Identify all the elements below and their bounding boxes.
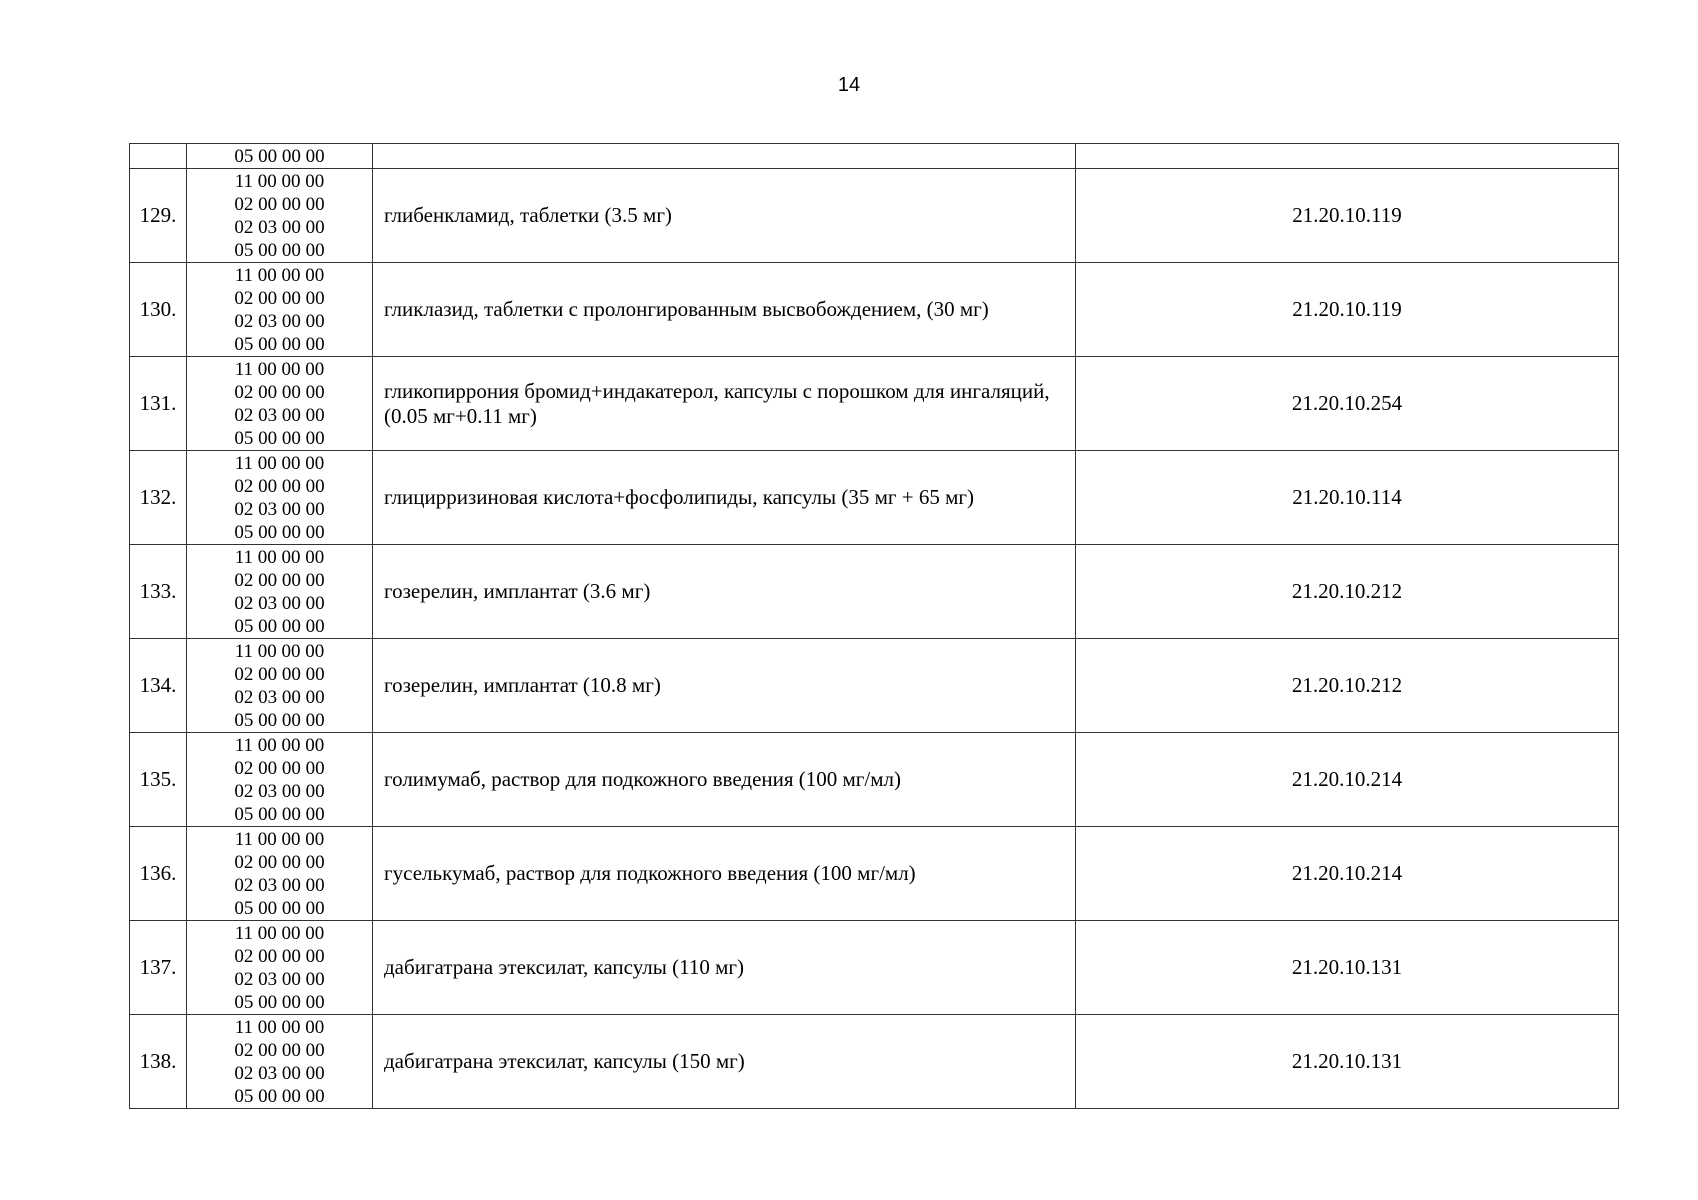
drug-name-cell: дабигатрана этексилат, капсулы (110 мг) (373, 921, 1076, 1015)
row-number-cell: 133. (130, 545, 187, 639)
drug-name-cell: гозерелин, имплантат (10.8 мг) (373, 639, 1076, 733)
code-line: 05 00 00 00 (234, 145, 325, 167)
drug-name-cell: голимумаб, раствор для подкожного введения (100 мг/мл) (373, 733, 1076, 827)
code-line: 11 00 00 00 (234, 828, 325, 850)
table-row (130, 1015, 1619, 1109)
codes-cell (187, 733, 373, 827)
code-line: 11 00 00 00 (234, 922, 325, 944)
okpd-code-cell: 21.20.10.212 (1076, 639, 1619, 733)
code-line: 02 00 00 00 (234, 757, 325, 779)
codes-cell (187, 921, 373, 1015)
okpd-code-cell: 21.20.10.119 (1076, 169, 1619, 263)
code-line: 02 00 00 00 (234, 193, 325, 215)
table-row (130, 827, 1619, 921)
code-line: 11 00 00 00 (234, 452, 325, 474)
table-row (130, 357, 1619, 451)
drug-name-cell: гликопиррония бромид+индакатерол, капсулы с порошком для ингаляций, (0.05 мг+0.11 мг) (373, 357, 1076, 451)
row-number-cell: 131. (130, 357, 187, 451)
code-line: 05 00 00 00 (234, 521, 325, 543)
code-line: 11 00 00 00 (234, 264, 325, 286)
table-row (130, 545, 1619, 639)
codes-cell (187, 639, 373, 733)
code-line: 05 00 00 00 (234, 897, 325, 919)
code-line: 02 03 00 00 (234, 686, 325, 708)
row-number-cell: 134. (130, 639, 187, 733)
row-number-cell: 136. (130, 827, 187, 921)
drug-name-cell: гликлазид, таблетки с пролонгированным высвобождением, (30 мг) (373, 263, 1076, 357)
code-line: 11 00 00 00 (234, 546, 325, 568)
table-row (130, 451, 1619, 545)
row-number-cell: 138. (130, 1015, 187, 1109)
table-row (130, 639, 1619, 733)
page-number: 14 (837, 74, 861, 96)
code-line: 05 00 00 00 (234, 239, 325, 261)
code-line: 02 00 00 00 (234, 569, 325, 591)
code-line: 02 00 00 00 (234, 663, 325, 685)
row-number-cell: 130. (130, 263, 187, 357)
drug-table-body (130, 144, 1619, 1109)
okpd-code-cell: 21.20.10.131 (1076, 921, 1619, 1015)
code-line: 02 03 00 00 (234, 310, 325, 332)
code-line: 02 03 00 00 (234, 874, 325, 896)
codes-cell (187, 144, 373, 169)
code-line: 11 00 00 00 (234, 734, 325, 756)
code-line: 05 00 00 00 (234, 1085, 325, 1107)
code-line: 11 00 00 00 (234, 1016, 325, 1038)
codes-cell (187, 1015, 373, 1109)
code-line: 05 00 00 00 (234, 991, 325, 1013)
row-number-cell: 135. (130, 733, 187, 827)
codes-cell (187, 169, 373, 263)
row-number-cell: 137. (130, 921, 187, 1015)
codes-cell (187, 545, 373, 639)
code-line: 05 00 00 00 (234, 333, 325, 355)
code-line: 05 00 00 00 (234, 803, 325, 825)
okpd-code-cell (1076, 144, 1619, 169)
code-line: 02 03 00 00 (234, 592, 325, 614)
codes-cell (187, 451, 373, 545)
drug-name-cell: глибенкламид, таблетки (3.5 мг) (373, 169, 1076, 263)
okpd-code-cell: 21.20.10.114 (1076, 451, 1619, 545)
okpd-code-cell: 21.20.10.254 (1076, 357, 1619, 451)
row-number-cell: 129. (130, 169, 187, 263)
row-number-cell (130, 144, 187, 169)
table-row (130, 733, 1619, 827)
code-line: 02 00 00 00 (234, 287, 325, 309)
drug-name-cell: глицирризиновая кислота+фосфолипиды, капсулы (35 мг + 65 мг) (373, 451, 1076, 545)
drug-name-cell: гозерелин, имплантат (3.6 мг) (373, 545, 1076, 639)
code-line: 05 00 00 00 (234, 427, 325, 449)
code-line: 02 00 00 00 (234, 851, 325, 873)
code-line: 02 00 00 00 (234, 381, 325, 403)
code-line: 02 03 00 00 (234, 1062, 325, 1084)
code-line: 02 03 00 00 (234, 498, 325, 520)
drug-name-cell: дабигатрана этексилат, капсулы (150 мг) (373, 1015, 1076, 1109)
code-line: 11 00 00 00 (234, 170, 325, 192)
drug-table (129, 143, 1619, 1109)
okpd-code-cell: 21.20.10.214 (1076, 827, 1619, 921)
code-line: 11 00 00 00 (234, 640, 325, 662)
okpd-code-cell: 21.20.10.212 (1076, 545, 1619, 639)
code-line: 02 03 00 00 (234, 780, 325, 802)
codes-cell (187, 263, 373, 357)
row-number-cell: 132. (130, 451, 187, 545)
okpd-code-cell: 21.20.10.131 (1076, 1015, 1619, 1109)
code-line: 02 03 00 00 (234, 216, 325, 238)
drug-name-cell (373, 144, 1076, 169)
codes-cell (187, 357, 373, 451)
code-line: 05 00 00 00 (234, 709, 325, 731)
continuation-row (130, 144, 1619, 169)
table-row (130, 263, 1619, 357)
code-line: 02 03 00 00 (234, 968, 325, 990)
code-line: 02 00 00 00 (234, 945, 325, 967)
code-line: 05 00 00 00 (234, 615, 325, 637)
drug-name-cell: гуселькумаб, раствор для подкожного введения (100 мг/мл) (373, 827, 1076, 921)
code-line: 02 00 00 00 (234, 1039, 325, 1061)
codes-cell (187, 827, 373, 921)
okpd-code-cell: 21.20.10.119 (1076, 263, 1619, 357)
code-line: 02 03 00 00 (234, 404, 325, 426)
table-row (130, 921, 1619, 1015)
code-line: 02 00 00 00 (234, 475, 325, 497)
okpd-code-cell: 21.20.10.214 (1076, 733, 1619, 827)
code-line: 11 00 00 00 (234, 358, 325, 380)
table-row (130, 169, 1619, 263)
